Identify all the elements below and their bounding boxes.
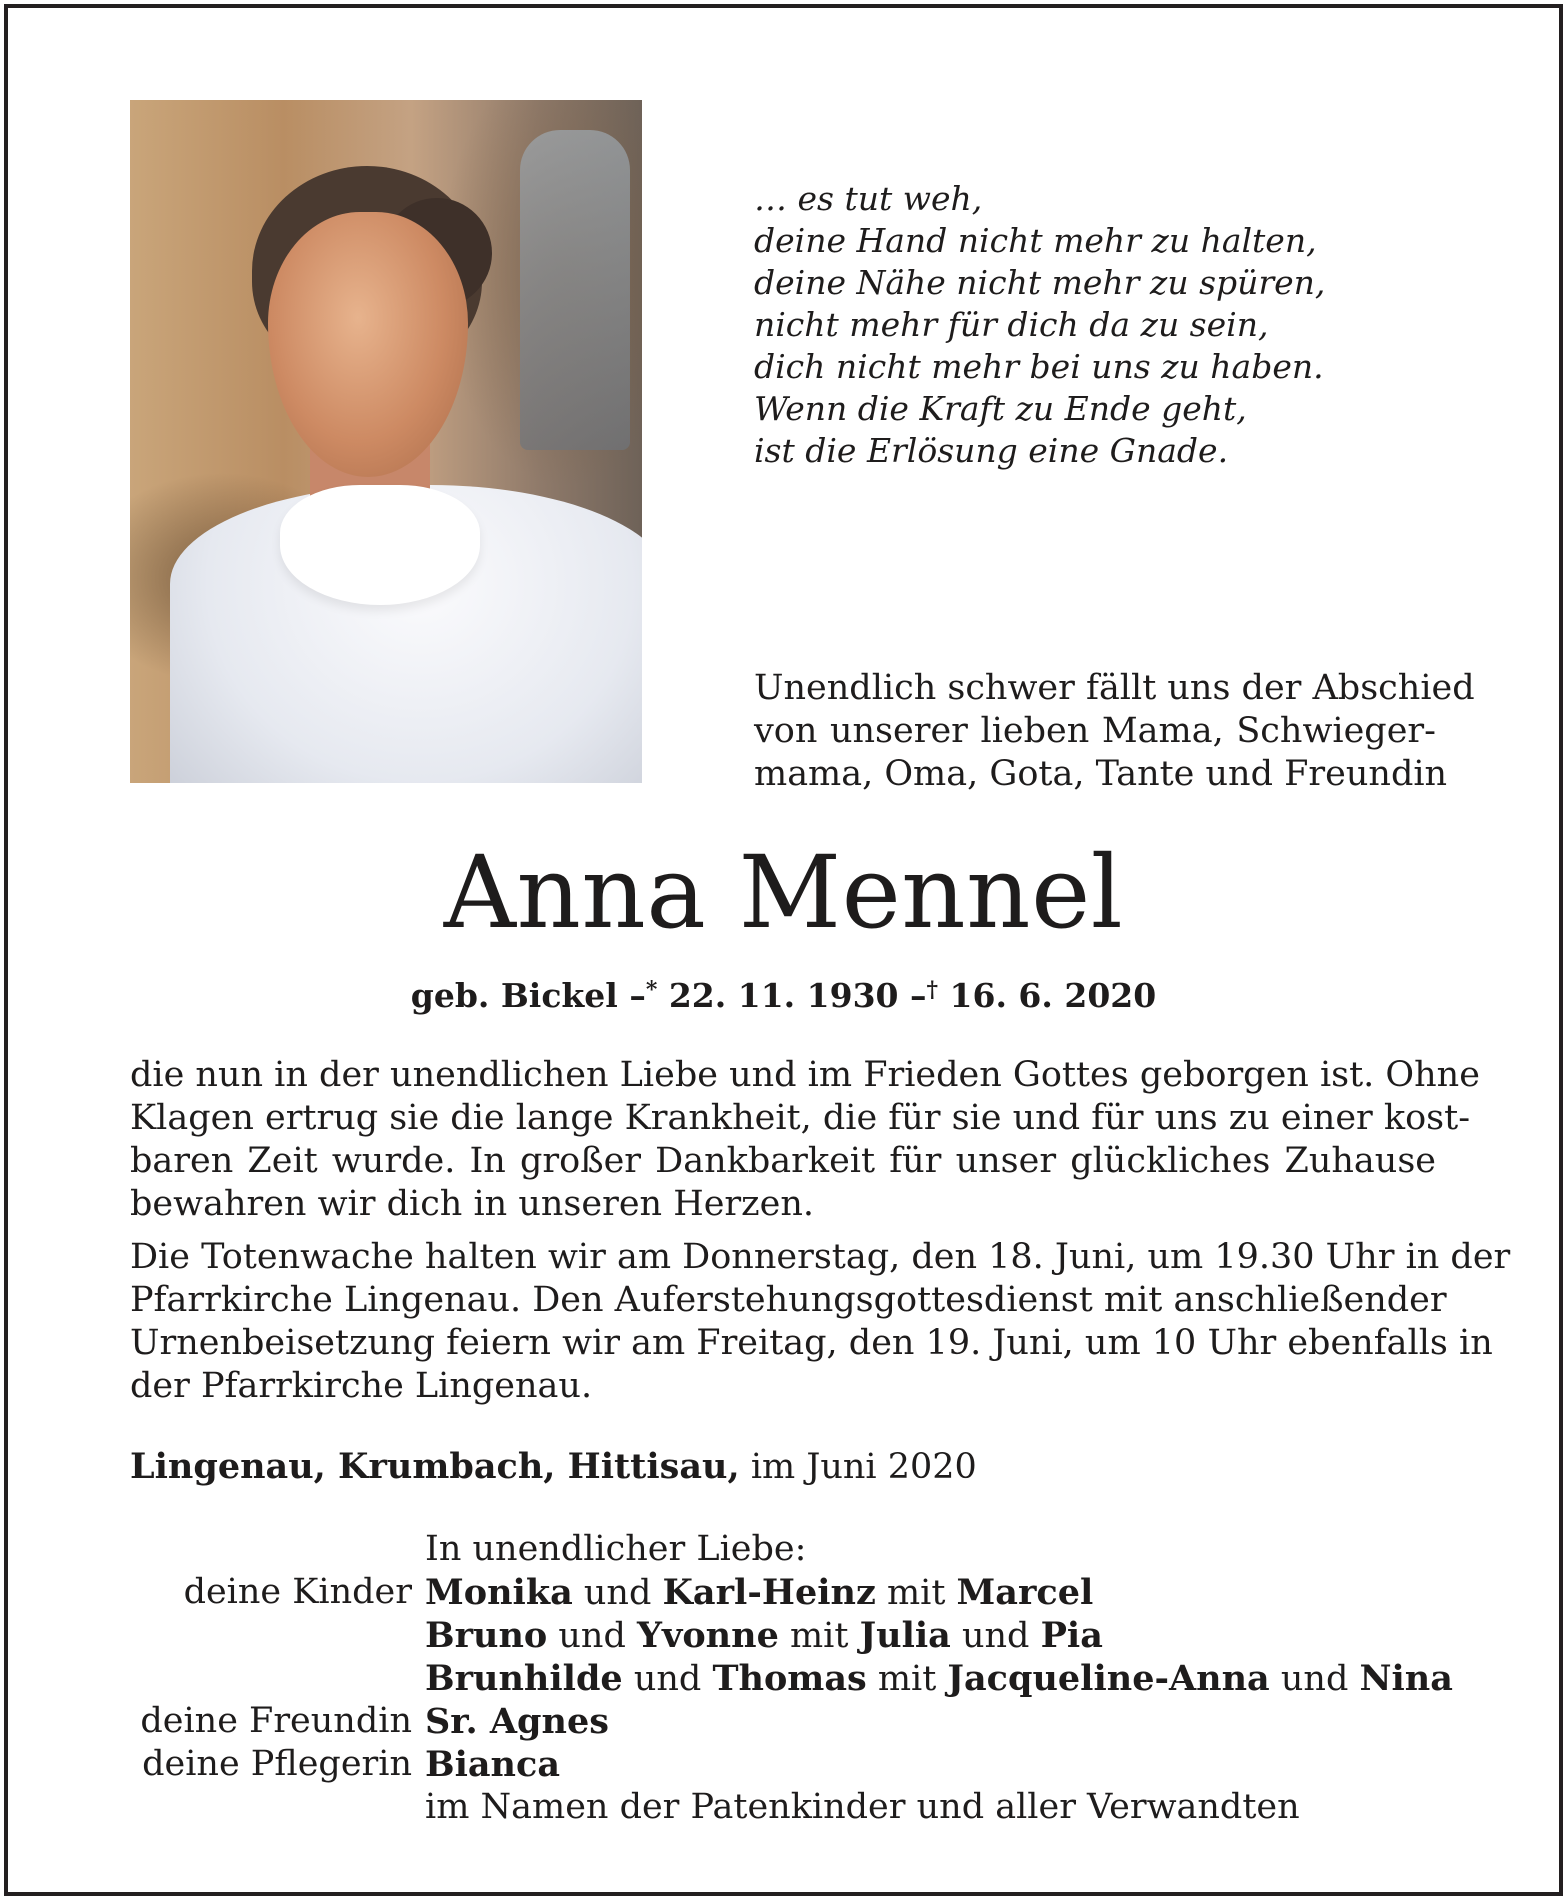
paragraph-line: baren Zeit wurde. In großer Dankbarkeit für unser glückliches Zuhause [130, 1141, 1436, 1181]
connector-text: mit [778, 1616, 860, 1656]
paragraph-line: die nun in der unendlichen Liebe und im Frieden Gottes geborgen ist. Ohne [130, 1055, 1480, 1095]
family-member-name: Jacqueline-Anna [947, 1658, 1270, 1699]
connector-text: mit [866, 1659, 948, 1699]
life-dates [0, 968, 1567, 1018]
family-member-name: Thomas [712, 1658, 867, 1699]
paragraph-funeral-details [130, 1236, 1511, 1408]
connector-text: und [572, 1573, 663, 1613]
dash: – [910, 976, 927, 1015]
poem-line: deine Hand nicht mehr zu halten, [754, 221, 1317, 260]
children-label: deine Kinder [183, 1572, 412, 1612]
family-member-name: Julia [859, 1615, 951, 1656]
paragraph-line: Pfarrkirche Lingenau. Den Auferstehungsgottesdienst mit anschließender [130, 1280, 1447, 1320]
poem [754, 178, 1394, 472]
carer-name: Bianca [425, 1744, 560, 1785]
intro-line: mama, Oma, Gota, Tante und Freundin [754, 754, 1448, 794]
paragraph-line: Klagen ertrug sie die lange Krankheit, die für sie und für uns zu einer kost- [130, 1098, 1471, 1138]
family-member-name: Marcel [956, 1572, 1094, 1613]
poem-line: dich nicht mehr bei uns zu haben. [754, 347, 1324, 386]
dash: – [629, 976, 646, 1015]
closing-line: im Namen der Patenkinder und aller Verwandten [425, 1787, 1300, 1827]
place-and-date [130, 1445, 977, 1489]
children-line [425, 1657, 1453, 1701]
family-member-name: Yvonne [637, 1615, 779, 1656]
friend-label: deine Freundin [140, 1701, 412, 1741]
born-name: geb. Bickel [410, 976, 618, 1015]
family-member-name: Brunhilde [425, 1658, 623, 1699]
connector-text: und [547, 1616, 638, 1656]
paragraph-line: der Pfarrkirche Lingenau. [130, 1366, 593, 1406]
signature-block [0, 1528, 1567, 1829]
intro-text [754, 667, 1475, 796]
paragraph-line: Urnenbeisetzung feiern wir am Freitag, den 19. Juni, um 10 Uhr ebenfalls in [130, 1323, 1493, 1363]
death-date: 16. 6. 2020 [949, 976, 1157, 1015]
intro-line: von unserer lieben Mama, Schwieger- [754, 711, 1436, 751]
children-line [425, 1571, 1093, 1615]
birth-symbol: * [645, 977, 658, 1003]
family-member-name: Karl-Heinz [662, 1572, 876, 1613]
paragraph-remembrance [130, 1054, 1480, 1226]
family-member-name: Pia [1040, 1615, 1103, 1656]
deceased-name: Anna Mennel [443, 834, 1124, 951]
paragraph-line: Die Totenwache halten wir am Donnerstag, den 18. Juni, um 19.30 Uhr in der [130, 1237, 1511, 1277]
poem-line: ist die Erlösung eine Gnade. [754, 431, 1229, 470]
notice-date: im Juni 2020 [750, 1447, 977, 1487]
poem-line: nicht mehr für dich da zu sein, [754, 305, 1269, 344]
connector-text: und [950, 1616, 1041, 1656]
connector-text: und [1269, 1659, 1360, 1699]
children-line [425, 1614, 1103, 1658]
birth-date: 22. 11. 1930 [668, 976, 899, 1015]
connector-text: und [622, 1659, 713, 1699]
connector-text: mit [875, 1573, 957, 1613]
signature-heading: In unendlicher Liebe: [425, 1529, 807, 1569]
places: Lingenau, Krumbach, Hittisau, [130, 1446, 740, 1487]
poem-line: … es tut weh, [754, 179, 983, 218]
carer-label: deine Pflegerin [142, 1744, 412, 1784]
paragraph-line: bewahren wir dich in unseren Herzen. [130, 1184, 814, 1224]
intro-line: Unendlich schwer fällt uns der Abschied [754, 668, 1475, 708]
poem-line: deine Nähe nicht mehr zu spüren, [754, 263, 1326, 302]
family-member-name: Nina [1359, 1658, 1453, 1699]
poem-line: Wenn die Kraft zu Ende geht, [754, 389, 1247, 428]
family-member-name: Monika [425, 1572, 573, 1613]
portrait-photo [130, 100, 642, 783]
friend-name: Sr. Agnes [425, 1701, 609, 1742]
family-member-name: Bruno [425, 1615, 548, 1656]
death-symbol: † [926, 977, 939, 1003]
